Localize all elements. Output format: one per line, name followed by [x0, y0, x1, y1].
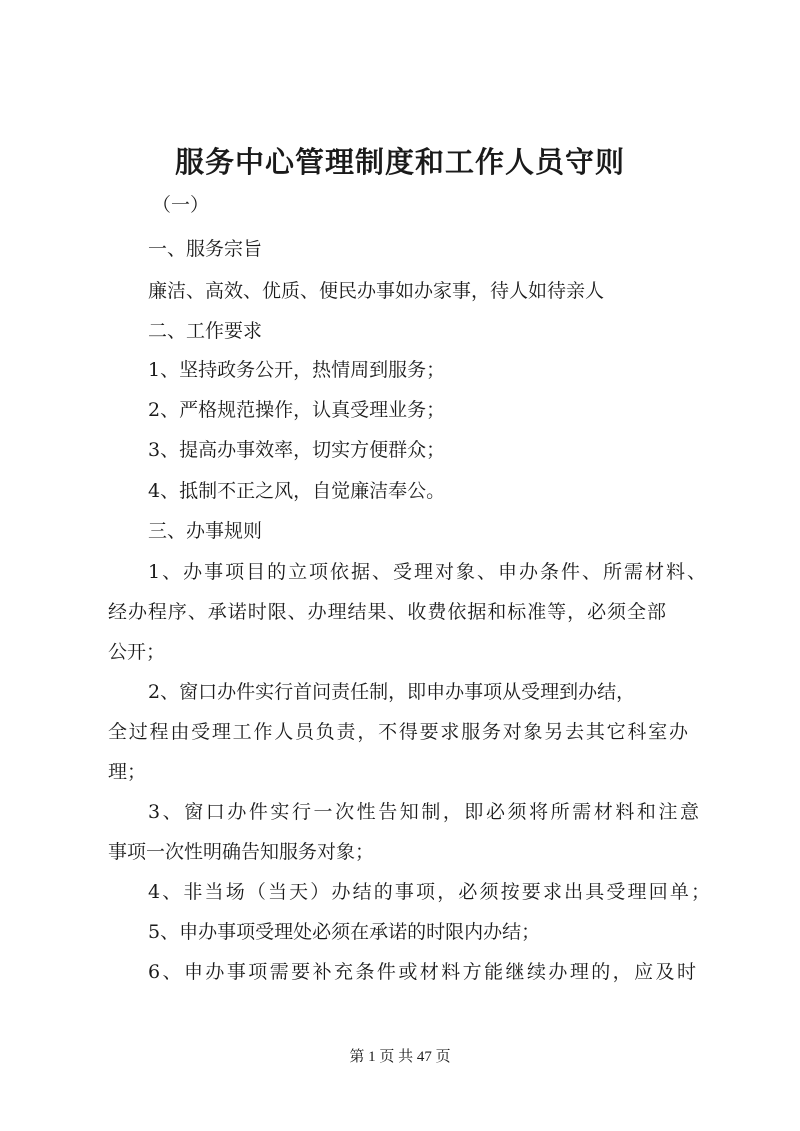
rule-item-5: 5、申办事项受理处必须在承诺的时限内办结；	[148, 921, 541, 943]
document-title: 服务中心管理制度和工作人员守则	[174, 145, 625, 179]
rule-item-3-line-2: 事项一次性明确告知服务对象；	[108, 841, 375, 863]
requirement-item-2: 2、严格规范操作，认真受理业务；	[148, 399, 446, 421]
rule-item-1-line-3: 公开；	[108, 641, 166, 663]
service-purpose-text: 廉洁、高效、优质、便民办事如办家事，待人如待亲人	[148, 280, 605, 302]
rule-item-6-line-1: 6、申办事项需要补充条件或材料方能继续办理的，应及时	[148, 961, 696, 983]
page-footer: 第 1 页 共 47 页	[349, 1049, 451, 1065]
heading-service-purpose: 一、服务宗旨	[148, 238, 263, 260]
requirement-item-4: 4、抵制不正之风，自觉廉洁奉公。	[148, 480, 446, 502]
rule-item-1-line-1: 1、办事项目的立项依据、受理对象、申办条件、所需材料、	[148, 561, 706, 583]
rule-item-2-line-3: 理；	[108, 761, 147, 783]
rule-item-2-line-1: 2、窗口办件实行首问责任制，即申办事项从受理到办结，	[148, 681, 636, 703]
rule-item-4: 4、非当场（当天）办结的事项，必须按要求出具受理回单；	[148, 881, 710, 903]
heading-work-rules: 三、办事规则	[148, 520, 263, 542]
rule-item-2-line-2: 全过程由受理工作人员负责，不得要求服务对象另去其它科室办	[108, 721, 688, 743]
heading-work-requirements: 二、工作要求	[148, 320, 263, 342]
rule-item-1-line-2: 经办程序、承诺时限、办理结果、收费依据和标准等，必须全部	[108, 601, 666, 623]
section-number: （一）	[152, 194, 210, 216]
rule-item-3-line-1: 3、窗口办件实行一次性告知制，即必须将所需材料和注意	[148, 801, 699, 823]
requirement-item-3: 3、提高办事效率，切实方便群众；	[148, 439, 446, 461]
requirement-item-1: 1、坚持政务公开，热情周到服务；	[148, 359, 446, 381]
